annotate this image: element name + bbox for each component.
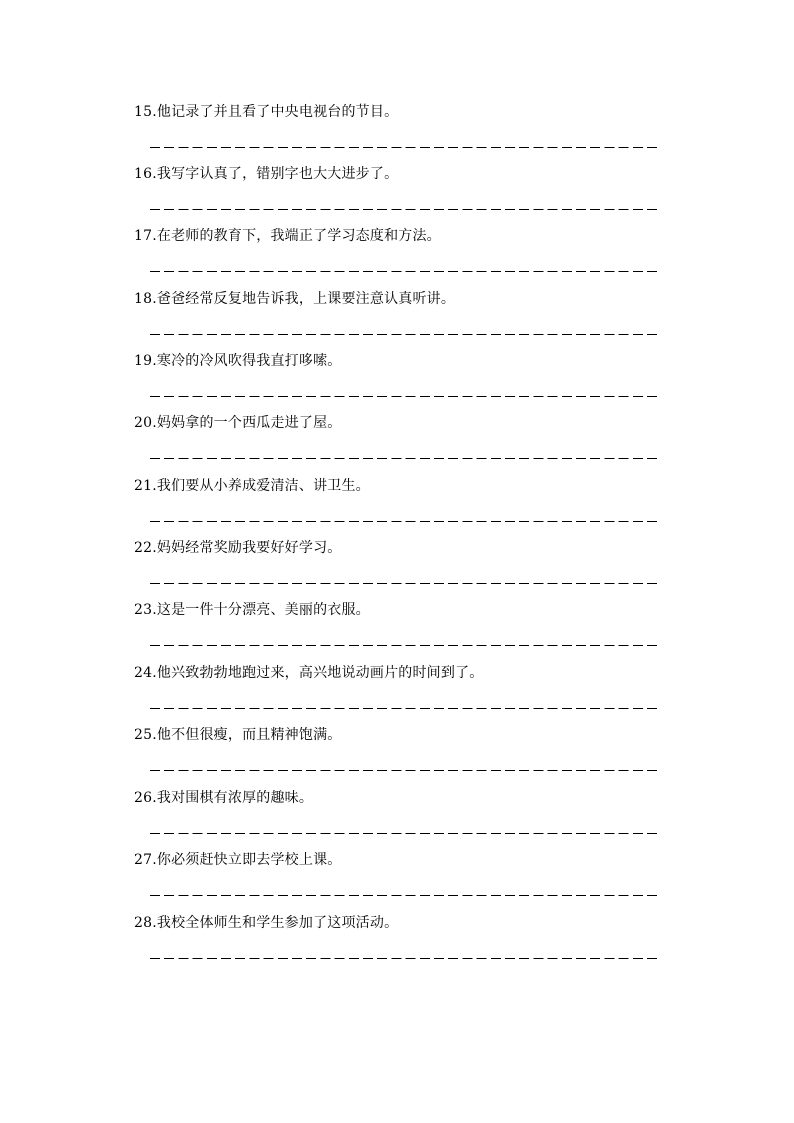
question-item: [134, 788, 664, 850]
question-number: 20.: [134, 415, 157, 431]
question-item: [134, 913, 664, 975]
question-number: 27.: [134, 852, 157, 868]
answer-line: [150, 521, 660, 522]
question-sentence: 爸爸经常反复地告诉我，上课要注意认真听讲。: [156, 291, 456, 307]
answer-line: [150, 770, 660, 771]
question-number: 28.: [134, 915, 157, 931]
question-item: [134, 600, 664, 662]
question-text: [134, 289, 455, 309]
question-number: 16.: [134, 166, 157, 182]
question-sentence: 他记录了并且看了中央电视台的节目。: [156, 104, 399, 120]
answer-line: [150, 708, 660, 709]
question-text: [134, 850, 341, 870]
answer-line: [150, 396, 660, 397]
question-sentence: 我们要从小养成爱清洁、讲卫生。: [156, 478, 370, 494]
question-item: [134, 289, 664, 351]
question-text: [134, 538, 341, 558]
question-text: [134, 663, 483, 683]
question-number: 22.: [134, 540, 157, 556]
answer-line: [150, 458, 660, 459]
question-number: 18.: [134, 291, 157, 307]
question-number: 19.: [134, 353, 157, 369]
question-sentence: 他不但很瘦，而且精神饱满。: [156, 727, 342, 743]
question-sentence: 妈妈经常奖励我要好好学习。: [156, 540, 342, 556]
question-text: [134, 476, 370, 496]
question-item: [134, 538, 664, 600]
question-sentence: 他兴致勃勃地跑过来，高兴地说动画片的时间到了。: [156, 665, 484, 681]
answer-line: [150, 583, 660, 584]
answer-line: [150, 334, 660, 335]
question-number: 26.: [134, 790, 157, 806]
question-number: 15.: [134, 104, 157, 120]
question-number: 23.: [134, 602, 157, 618]
question-item: [134, 725, 664, 787]
question-sentence: 我写字认真了，错别字也大大进步了。: [156, 166, 399, 182]
question-text: [134, 913, 398, 933]
question-number: 24.: [134, 665, 157, 681]
question-number: 25.: [134, 727, 157, 743]
question-item: [134, 663, 664, 725]
answer-line: [150, 209, 660, 210]
answer-line: [150, 895, 660, 896]
question-item: [134, 226, 664, 288]
question-text: [134, 600, 370, 620]
question-sentence: 寒冷的冷风吹得我直打哆嗦。: [156, 353, 342, 369]
question-item: [134, 413, 664, 475]
question-item: [134, 102, 664, 164]
answer-line: [150, 833, 660, 834]
question-item: [134, 164, 664, 226]
question-sentence: 妈妈拿的一个西瓜走进了屋。: [156, 415, 342, 431]
question-sentence: 我校全体师生和学生参加了这项活动。: [156, 915, 399, 931]
question-sentence: 这是一件十分漂亮、美丽的衣服。: [156, 602, 370, 618]
question-text: [134, 413, 341, 433]
question-sentence: 在老师的教育下，我端正了学习态度和方法。: [156, 228, 441, 244]
question-text: [134, 351, 341, 371]
question-sentence: 我对围棋有浓厚的趣味。: [156, 790, 314, 806]
question-text: [134, 226, 441, 246]
question-sentence: 你必须赶快立即去学校上课。: [156, 852, 342, 868]
question-text: [134, 164, 398, 184]
question-text: [134, 725, 341, 745]
answer-line: [150, 958, 660, 959]
question-number: 21.: [134, 478, 157, 494]
question-number: 17.: [134, 228, 157, 244]
question-text: [134, 788, 313, 808]
answer-line: [150, 147, 660, 148]
question-text: [134, 102, 398, 122]
question-item: [134, 476, 664, 538]
question-item: [134, 351, 664, 413]
answer-line: [150, 271, 660, 272]
answer-line: [150, 645, 660, 646]
question-item: [134, 850, 664, 912]
